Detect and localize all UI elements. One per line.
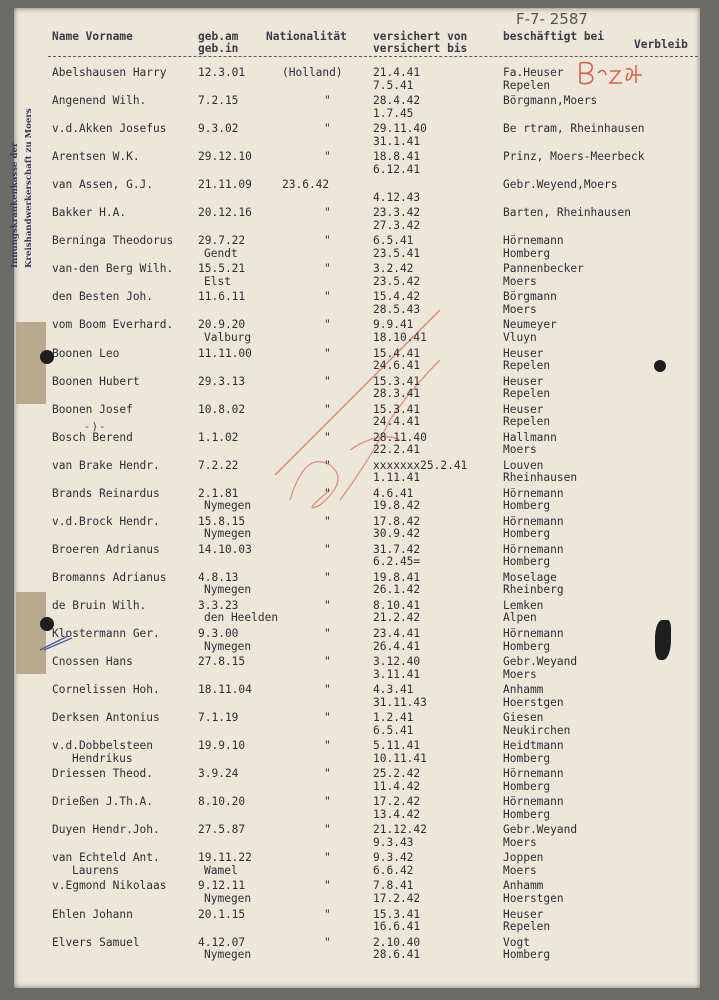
row-employer-place: Moers	[503, 443, 537, 457]
row-employer: Joppen	[503, 851, 544, 865]
row-employer-place: Rheinberg	[503, 583, 564, 597]
row-nationality: "	[324, 290, 331, 304]
row-name: Arentsen W.K.	[52, 150, 140, 164]
row-employer: Heuser	[503, 907, 544, 921]
row-birth-date: 11.11.00	[198, 346, 252, 360]
row-birth-date: 29.7.22	[198, 234, 246, 248]
row-birth-place: Gendt	[204, 246, 238, 260]
row-employer-place: Repelen	[503, 415, 551, 429]
red-signature	[570, 55, 650, 91]
row-birth-place: Nymegen	[204, 527, 252, 541]
row-employer: Heuser	[503, 402, 544, 416]
row-name: vom Boom Everhard.	[52, 318, 174, 332]
row-employer-place: Repelen	[503, 387, 551, 401]
row-birth-date: 4.8.13	[198, 570, 239, 584]
row-nationality: "	[324, 598, 331, 612]
row-nationality: "	[324, 542, 331, 556]
row-employer-place: Homberg	[503, 751, 551, 765]
row-nationality: "	[324, 711, 331, 725]
row-insured-from: 23.4.41	[373, 627, 421, 640]
row-employer-place: Hoerstgen	[503, 891, 564, 905]
row-insured-until: 28.6.41	[373, 948, 421, 962]
row-insured-from: 21.4.41	[373, 66, 421, 79]
row-nationality: "	[324, 907, 331, 921]
row-nationality: "	[324, 570, 331, 584]
row-insured-from: 15.4.41	[373, 346, 421, 360]
row-employer: Börgmann	[503, 290, 557, 304]
row-employer-place: Moers	[503, 302, 537, 316]
row-insured-from: 2.10.40	[373, 935, 421, 949]
row-insured-from: 21.12.42	[373, 823, 427, 837]
row-name: v.Egmond Nikolaas	[52, 879, 167, 893]
row-employer: Hörnemann	[503, 767, 564, 781]
row-birth-date: 4.12.07	[198, 935, 246, 949]
row-birth-date: 19.11.22	[198, 851, 252, 865]
row-insured-from: 5.11.41	[373, 739, 421, 753]
row-insured-from: 6.5.41	[373, 234, 414, 248]
row-insured-until: 9.3.43	[373, 835, 414, 849]
row-name: van Echteld Ant.	[52, 851, 160, 865]
row-name: Abelshausen Harry	[52, 66, 167, 79]
row-birth-date: 18.11.04	[198, 683, 252, 697]
header-insured-until: versichert bis	[373, 42, 468, 55]
row-birth-date: 7.2.22	[198, 458, 239, 472]
row-name: den Besten Joh.	[52, 290, 154, 304]
row-employer: Hörnemann	[503, 542, 564, 556]
red-crayon-mark	[270, 300, 460, 520]
row-insured-from: 23.3.42	[373, 206, 421, 220]
row-nationality: "	[324, 206, 331, 220]
row-insured-until: 6.2.45=	[373, 555, 421, 569]
row-employer: Heidtmann	[503, 739, 564, 753]
row-birth-date: 20.1.15	[198, 907, 246, 921]
row-name: Klostermann Ger.	[52, 627, 160, 640]
row-nationality: "	[324, 935, 331, 949]
row-name: Driessen Theod.	[52, 767, 154, 781]
row-insured-until: 16.6.41	[373, 920, 421, 933]
document-reference: F-7- 2587	[516, 10, 588, 28]
row-name: van-den Berg Wilh.	[52, 262, 174, 276]
row-nationality: "	[324, 150, 331, 164]
row-name: Bakker H.A.	[52, 206, 127, 220]
row-insured-from: 3.12.40	[373, 655, 421, 669]
row-birth-date: 9.3.00	[198, 627, 239, 640]
row-nationality: 23.6.42	[282, 178, 330, 192]
row-birth-place: Valburg	[204, 330, 252, 344]
row-name-cont: Laurens	[72, 863, 120, 877]
row-name: Elvers Samuel	[52, 935, 140, 949]
row-nationality: "	[324, 122, 331, 136]
row-insured-until: 13.4.42	[373, 807, 421, 821]
row-birth-date: 1.1.02	[198, 430, 239, 444]
row-employer: Heuser	[503, 374, 544, 388]
row-nationality: "	[324, 851, 331, 865]
row-employer-place: Moers	[503, 863, 537, 877]
row-employer-place: Repelen	[503, 78, 551, 92]
row-insured-until: 10.11.41	[373, 751, 427, 765]
row-insured-until: 1.11.41	[373, 471, 421, 485]
row-insured-from: 7.8.41	[373, 879, 414, 893]
row-employer-place: Homberg	[503, 639, 551, 653]
row-employer: Hörnemann	[503, 486, 564, 500]
row-name: Drießen J.Th.A.	[52, 795, 154, 809]
row-insured-until: 24.6.41	[373, 359, 421, 372]
row-birth-date: 7.1.19	[198, 711, 239, 725]
row-birth-date: 3.9.24	[198, 767, 239, 781]
row-birth-date: 29.3.13	[198, 374, 246, 388]
row-birth-date: 20.12.16	[198, 206, 252, 220]
row-employer: Fa.Heuser	[503, 66, 564, 79]
row-insured-from: 15.3.41	[373, 907, 421, 921]
row-nationality: "	[324, 514, 331, 528]
row-insured-until: 26.1.42	[373, 583, 421, 597]
row-insured-from: xxxxxxx25.2.41	[373, 458, 468, 472]
row-employer: Be rtram, Rheinhausen	[503, 122, 645, 136]
row-insured-from: 4.6.41	[373, 486, 414, 500]
row-name: Brands Reinardus	[52, 486, 160, 500]
row-insured-until: 6.6.42	[373, 863, 414, 877]
row-nationality: "	[324, 458, 331, 472]
row-nationality: (Holland)	[282, 66, 343, 79]
row-birth-place: Nymegen	[204, 499, 252, 513]
row-birth-date: 9.3.02	[198, 122, 239, 136]
row-nationality: "	[324, 767, 331, 781]
row-birth-date: 2.1.81	[198, 486, 239, 500]
row-insured-from: 9.9.41	[373, 318, 414, 332]
torn-hole-right	[655, 620, 671, 660]
row-nationality: "	[324, 683, 331, 697]
row-insured-until: 30.9.42	[373, 527, 421, 541]
row-employer-place: Homberg	[503, 779, 551, 793]
row-insured-from: 31.7.42	[373, 542, 421, 556]
header-geb-am: geb.am	[198, 30, 239, 43]
row-name: Derksen Antonius	[52, 711, 160, 725]
row-employer: Börgmann,Moers	[503, 94, 598, 108]
row-insured-from: 4.3.41	[373, 683, 414, 697]
row-employer-place: Homberg	[503, 527, 551, 541]
row-nationality: "	[324, 795, 331, 809]
row-birth-place: Nymegen	[204, 583, 252, 597]
row-nationality: "	[324, 318, 331, 332]
row-birth-date: 11.6.11	[198, 290, 246, 304]
row-insured-from: 15.3.41	[373, 402, 421, 416]
row-employer: Neumeyer	[503, 318, 557, 332]
row-employer-place: Repelen	[503, 920, 551, 933]
row-employer-place: Alpen	[503, 611, 537, 625]
row-insured-from: 28.4.42	[373, 94, 421, 108]
row-employer: Hörnemann	[503, 514, 564, 528]
row-insured-until: 7.5.41	[373, 78, 414, 92]
row-birth-place: den Heelden	[204, 611, 279, 625]
row-birth-place: Elst	[204, 274, 231, 288]
row-name: v.d.Dobbelsteen	[52, 739, 154, 753]
row-insured-from: 17.2.42	[373, 795, 421, 809]
row-insured-from: 18.8.41	[373, 150, 421, 164]
row-employer-place: Repelen	[503, 359, 551, 372]
tape-strip-top	[16, 322, 46, 404]
row-insured-until: 26.4.41	[373, 639, 421, 653]
stamp-line-1: Innungskrankenkasse der	[10, 142, 20, 268]
row-birth-date: 29.12.10	[198, 150, 252, 164]
stamp-line-2: Kreishandwerkerschaft zu Moers	[24, 108, 34, 268]
row-employer: Prinz, Moers-Meerbeck	[503, 150, 645, 164]
row-employer: Lemken	[503, 598, 544, 612]
row-employer-place: Moers	[503, 835, 537, 849]
row-insured-until: 31.11.43	[373, 695, 427, 709]
row-birth-date: 3.3.23	[198, 598, 239, 612]
row-employer: Barten, Rheinhausen	[503, 206, 631, 220]
row-employer-place: Homberg	[503, 807, 551, 821]
row-name: Boonen Hubert	[52, 374, 140, 388]
row-employer-place: Moers	[503, 667, 537, 681]
row-employer: Anhamm	[503, 683, 544, 697]
row-nationality: "	[324, 486, 331, 500]
row-employer: Hallmann	[503, 430, 557, 444]
row-employer: Hörnemann	[503, 795, 564, 809]
row-name: van Assen, G.J.	[52, 178, 154, 192]
row-employer: Vogt	[503, 935, 530, 949]
row-name: Ehlen Johann	[52, 907, 133, 921]
row-name: v.d.Akken Josefus	[52, 122, 167, 136]
header-rule	[48, 56, 698, 57]
row-employer: Moselage	[503, 570, 557, 584]
row-employer-place: Homberg	[503, 948, 551, 962]
row-birth-date: 21.11.09	[198, 178, 252, 192]
row-insured-from: 25.2.42	[373, 767, 421, 781]
row-insured-until: 6.5.41	[373, 723, 414, 737]
row-nationality: "	[324, 739, 331, 753]
row-insured-until: 27.3.42	[373, 218, 421, 232]
row-birth-date: 27.8.15	[198, 655, 246, 669]
row-insured-until: 28.3.41	[373, 387, 421, 401]
row-nationality: "	[324, 262, 331, 276]
header-whereabouts: Verbleib	[634, 38, 688, 51]
row-birth-date: 10.8.02	[198, 402, 246, 416]
row-name: Broeren Adrianus	[52, 542, 160, 556]
row-insured-from: 15.3.41	[373, 374, 421, 388]
row-employer: Louven	[503, 458, 544, 472]
row-name: van Brake Hendr.	[52, 458, 160, 472]
row-birth-date: 20.9.20	[198, 318, 246, 332]
row-employer-place: Moers	[503, 274, 537, 288]
row-birth-place: Nymegen	[204, 639, 252, 653]
row-birth-date: 15.5.21	[198, 262, 246, 276]
row-employer: Hörnemann	[503, 234, 564, 248]
row-insured-from: 28.11.40	[373, 430, 427, 444]
row-insured-from: 3.2.42	[373, 262, 414, 276]
header-insured-from: versichert von	[373, 30, 468, 43]
row-name: Cornelissen Hoh.	[52, 683, 160, 697]
insurance-stamp	[6, 108, 42, 270]
row-nationality: "	[324, 346, 331, 360]
header-nationality: Nationalität	[266, 30, 347, 43]
row-insured-until: 4.12.43	[373, 190, 421, 204]
row-employer-place: Hoerstgen	[503, 695, 564, 709]
row-employer-place: Rheinhausen	[503, 471, 578, 485]
row-birth-date: 27.5.87	[198, 823, 246, 837]
header-employer: beschäftigt bei	[503, 30, 605, 43]
row-birth-date: 8.10.20	[198, 795, 246, 809]
row-name: Boonen Leo	[52, 346, 120, 360]
row-birth-date: 15.8.15	[198, 514, 246, 528]
row-insured-until: 21.2.42	[373, 611, 421, 625]
row-nationality: "	[324, 879, 331, 893]
header-name: Name Vorname	[52, 30, 133, 43]
header-geb-in: geb.in	[198, 42, 239, 55]
row-insured-until: 3.11.41	[373, 667, 421, 681]
row-insured-until: 22.2.41	[373, 443, 421, 457]
row-name: Angenend Wilh.	[52, 94, 147, 108]
row-employer-place: Vluyn	[503, 330, 537, 344]
row-insured-from: 17.8.42	[373, 514, 421, 528]
row-birth-place: Nymegen	[204, 891, 252, 905]
row-birth-date: 7.2.15	[198, 94, 239, 108]
row-nationality: "	[324, 823, 331, 837]
row-birth-place: Nymegen	[204, 948, 252, 962]
row-name: Berninga Theodorus	[52, 234, 174, 248]
row-name: Boonen Josef	[52, 402, 133, 416]
row-birth-place: Wamel	[204, 863, 238, 877]
row-name: de Bruin Wilh.	[52, 598, 147, 612]
row-insured-until: 11.4.42	[373, 779, 421, 793]
row-name-cont: Hendrikus	[72, 751, 133, 765]
row-employer-place: Neukirchen	[503, 723, 571, 737]
row-employer: Anhamm	[503, 879, 544, 893]
row-insured-until: 23.5.42	[373, 274, 421, 288]
row-employer: Gebr.Weyend,Moers	[503, 178, 618, 192]
row-nationality: "	[324, 234, 331, 248]
row-insured-until: 28.5.43	[373, 302, 421, 316]
margin-mark: - ) -	[85, 420, 105, 433]
row-insured-until: 31.1.41	[373, 134, 421, 148]
row-insured-until: 24.4.41	[373, 415, 421, 429]
row-insured-from: 1.2.41	[373, 711, 414, 725]
row-nationality: "	[324, 627, 331, 640]
row-employer-place: Homberg	[503, 246, 551, 260]
row-nationality: "	[324, 402, 331, 416]
row-insured-from: 9.3.42	[373, 851, 414, 865]
row-birth-date: 9.12.11	[198, 879, 246, 893]
row-employer-place: Homberg	[503, 555, 551, 569]
row-insured-until: 23.5.41	[373, 246, 421, 260]
row-nationality: "	[324, 374, 331, 388]
row-nationality: "	[324, 655, 331, 669]
row-employer: Hörnemann	[503, 627, 564, 640]
row-insured-until: 6.12.41	[373, 162, 421, 176]
row-employer: Gebr.Weyand	[503, 823, 578, 837]
row-name: Bosch Berend	[52, 430, 133, 444]
row-employer: Heuser	[503, 346, 544, 360]
row-insured-until: 17.2.42	[373, 891, 421, 905]
row-insured-until: 19.8.42	[373, 499, 421, 513]
row-name: Bromanns Adrianus	[52, 570, 167, 584]
row-insured-from: 8.10.41	[373, 598, 421, 612]
row-nationality: "	[324, 430, 331, 444]
row-name: v.d.Brock Hendr.	[52, 514, 160, 528]
punch-hole-right-top	[654, 360, 666, 372]
row-employer-place: Homberg	[503, 499, 551, 513]
row-name: Cnossen Hans	[52, 655, 133, 669]
row-insured-until: 1.7.45	[373, 106, 414, 120]
row-employer: Pannenbecker	[503, 262, 584, 276]
row-nationality: "	[324, 94, 331, 108]
row-employer: Gebr.Weyand	[503, 655, 578, 669]
row-birth-date: 12.3.01	[198, 66, 246, 79]
row-birth-date: 19.9.10	[198, 739, 246, 753]
row-insured-until: 18.10.41	[373, 330, 427, 344]
row-insured-from: 29.11.40	[373, 122, 427, 136]
row-birth-date: 14.10.03	[198, 542, 252, 556]
row-insured-from: 15.4.42	[373, 290, 421, 304]
row-insured-from: 19.8.41	[373, 570, 421, 584]
row-name: Duyen Hendr.Joh.	[52, 823, 160, 837]
row-employer: Giesen	[503, 711, 544, 725]
